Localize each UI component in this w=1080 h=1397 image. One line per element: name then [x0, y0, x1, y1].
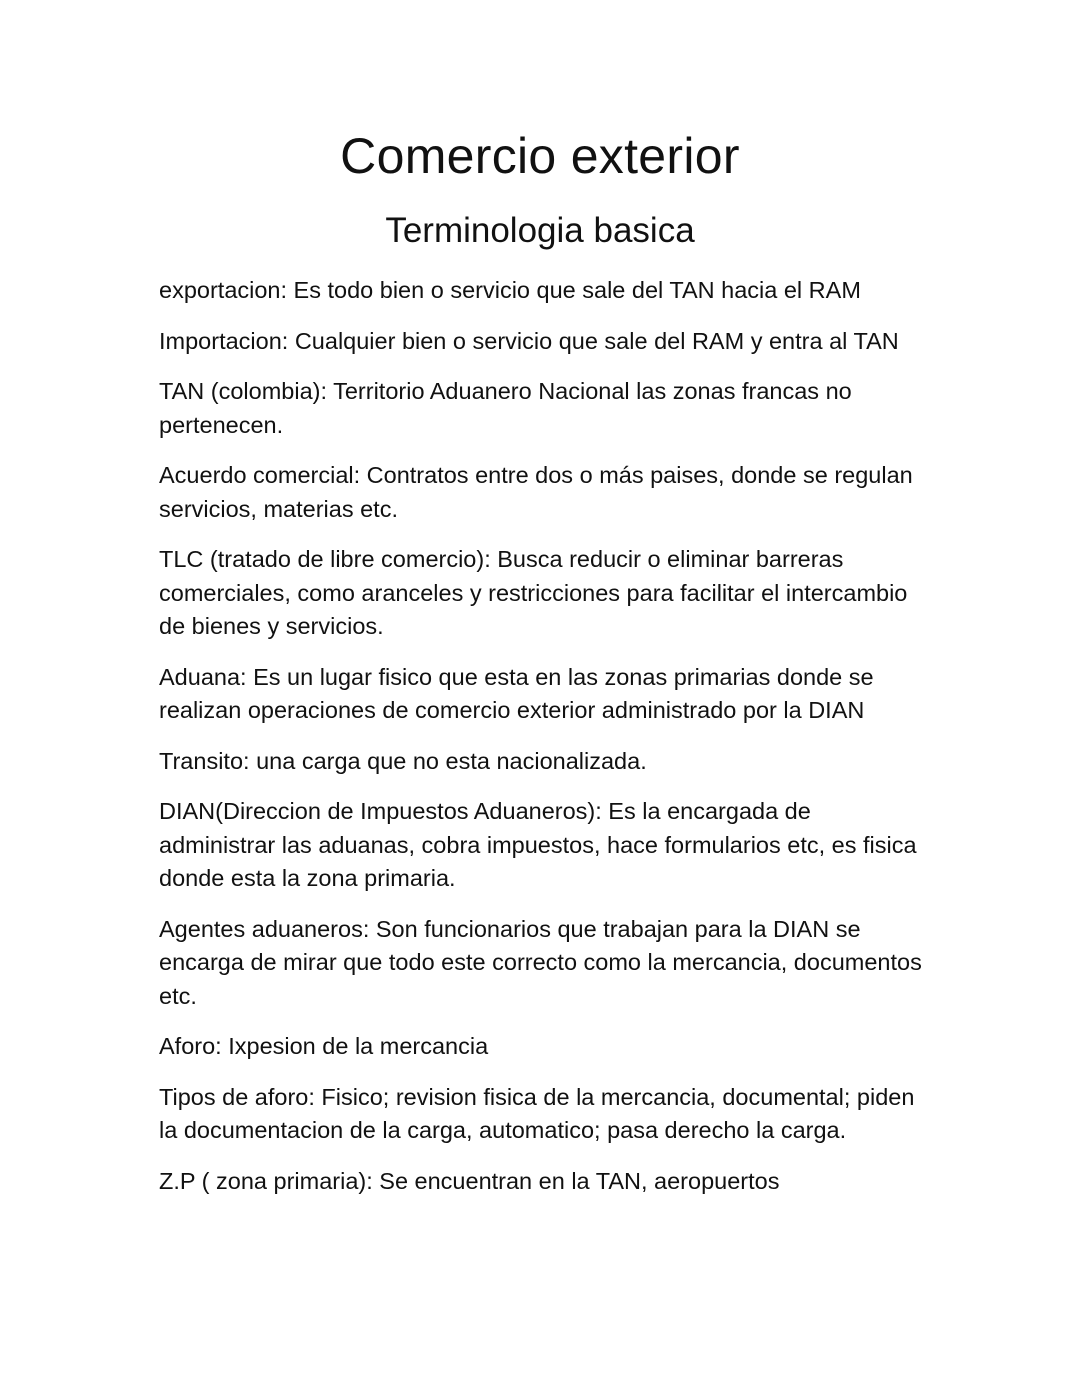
definition-agentes-aduaneros: Agentes aduaneros: Son funcionarios que trabajan para la DIAN se encarga de mirar que todo este correcto como la mercancia, documentos etc. [159, 915, 922, 1009]
definition-acuerdo-comercial: Acuerdo comercial: Contratos entre dos o más paises, donde se regulan servicios, materias etc. [159, 462, 913, 522]
definition-transito: Transito: una carga que no esta nacionalizada. [159, 747, 647, 774]
definition-tan: TAN (colombia): Territorio Aduanero Nacional las zonas francas no pertenecen. [159, 378, 852, 438]
definition-importacion: Importacion: Cualquier bien o servicio que sale del RAM y entra al TAN [159, 327, 899, 354]
definition-zona-primaria: Z.P ( zona primaria): Se encuentran en la TAN, aeropuertos [159, 1167, 780, 1194]
definition-aforo: Aforo: Ixpesion de la mercancia [159, 1033, 489, 1059]
definition-dian: DIAN(Direccion de Impuestos Aduaneros): Es la encargada de administrar las aduanas, cobra impuestos, hace formularios etc, es fisica donde esta la zona primaria. [159, 798, 917, 891]
document-title: Comercio exterior [340, 128, 740, 184]
definition-tlc: TLC (tratado de libre comercio): Busca reducir o eliminar barreras comerciales, como aranceles y restricciones para facilitar el intercambio de bienes y servicios. [159, 546, 908, 639]
document-subtitle: Terminologia basica [385, 211, 695, 250]
definition-aduana: Aduana: Es un lugar fisico que esta en las zonas primarias donde se realizan operaciones de comercio exterior administrado por la DIAN [159, 663, 874, 723]
definition-tipos-de-aforo: Tipos de aforo: Fisico; revision fisica de la mercancia, documental; piden la documentacion de la carga, automatico; pasa derecho la carga. [159, 1083, 915, 1143]
definition-exportacion: exportacion: Es todo bien o servicio que sale del TAN hacia el RAM [159, 277, 861, 303]
definitions-list [159, 274, 929, 1215]
